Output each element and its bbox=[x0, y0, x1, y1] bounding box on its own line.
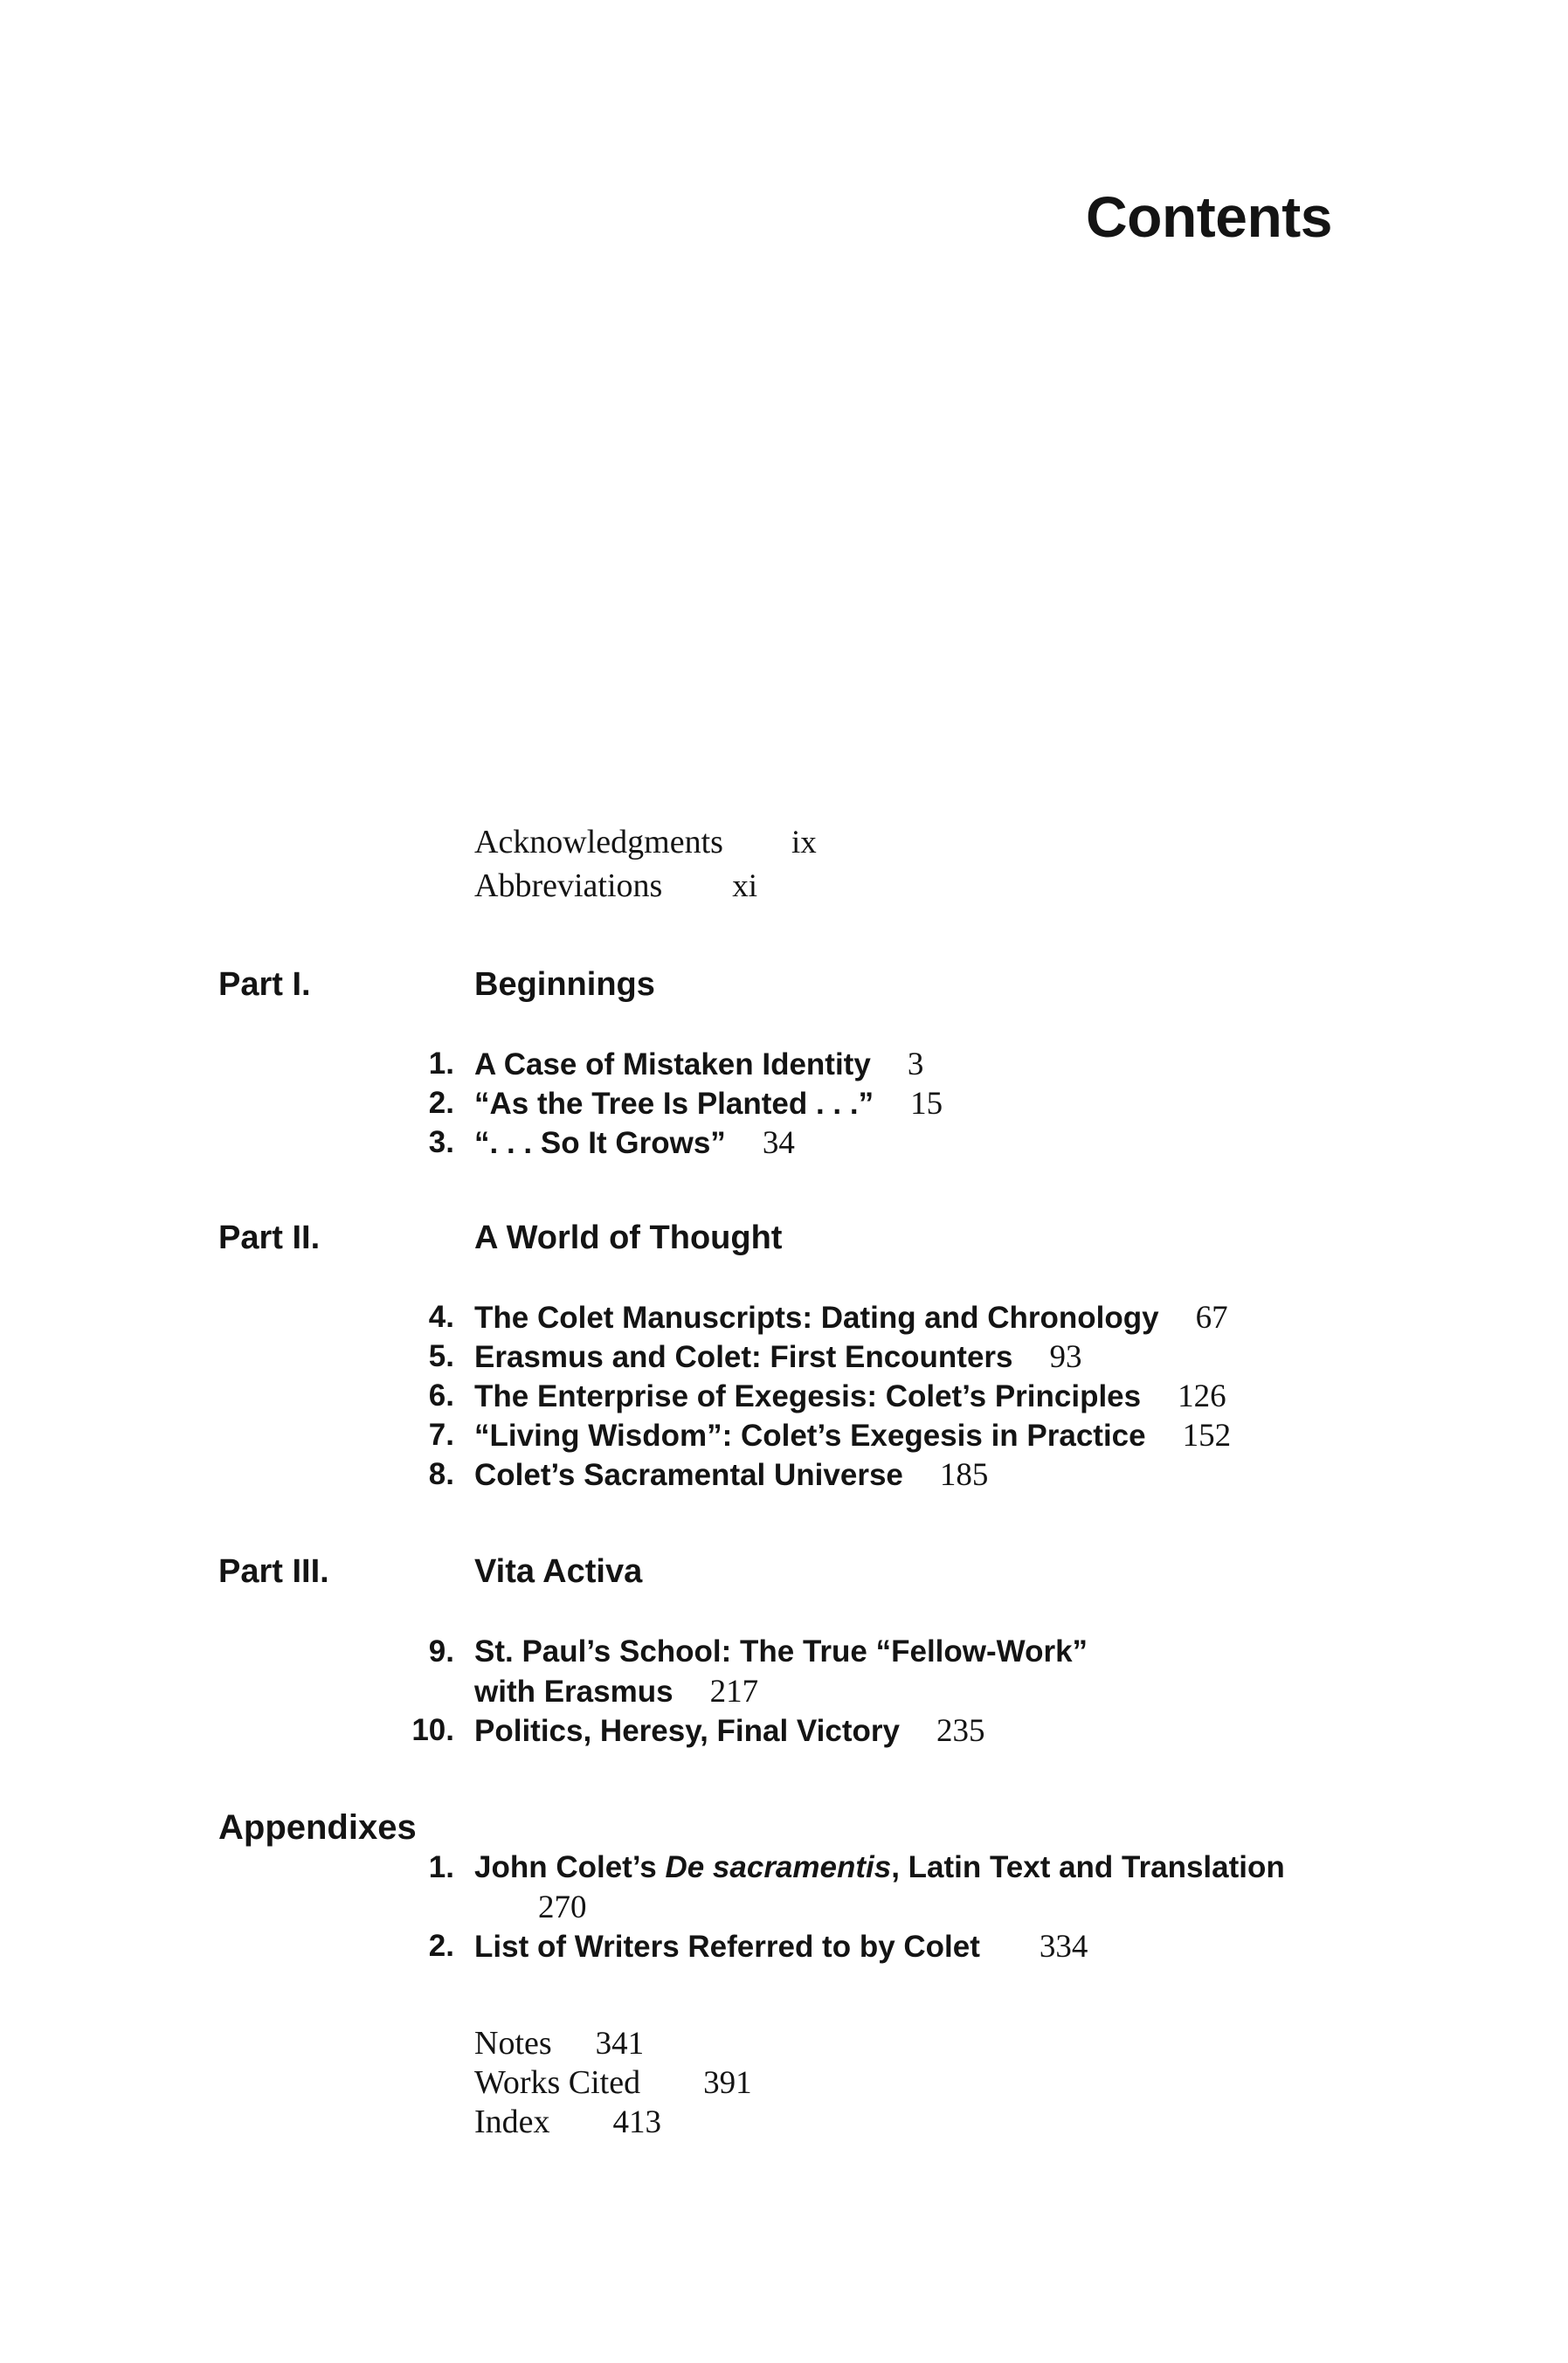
chapter-title: Erasmus and Colet: First Encounters bbox=[474, 1340, 1013, 1374]
entry-page: 67 bbox=[1195, 1300, 1228, 1336]
entry-page: 152 bbox=[1182, 1418, 1232, 1454]
chapter-number: 2. bbox=[428, 1086, 454, 1120]
toc-entry-index[interactable] bbox=[474, 2105, 661, 2138]
appendix-title-suffix: , Latin Text and Translation bbox=[891, 1850, 1285, 1884]
chapter-title-line2: with Erasmus bbox=[474, 1675, 673, 1709]
entry-page: 126 bbox=[1178, 1378, 1226, 1414]
entry-page: 185 bbox=[939, 1457, 989, 1493]
chapter-number: 7. bbox=[428, 1418, 454, 1452]
entry-page: 341 bbox=[595, 2026, 645, 2062]
part-title[interactable]: Vita Activa bbox=[474, 1553, 643, 1590]
chapter-title: “As the Tree Is Planted . . .” bbox=[474, 1087, 874, 1121]
toc-entry-chapter-1[interactable] bbox=[474, 1048, 923, 1081]
entry-label: Index bbox=[474, 2104, 550, 2140]
entry-page: 235 bbox=[936, 1713, 985, 1749]
chapter-number: 6. bbox=[428, 1378, 454, 1413]
toc-entry-chapter-2[interactable] bbox=[474, 1088, 943, 1120]
toc-entry-chapter-4[interactable] bbox=[474, 1302, 1228, 1334]
entry-page: 93 bbox=[1049, 1339, 1082, 1375]
chapter-number: 3. bbox=[428, 1125, 454, 1159]
entry-label: Abbreviations bbox=[474, 867, 663, 904]
part-label: Part I. bbox=[218, 966, 311, 1003]
chapter-title: Colet’s Sacramental Universe bbox=[474, 1458, 903, 1492]
appendix-title: List of Writers Referred to by Colet bbox=[474, 1930, 980, 1964]
chapter-title-line1: St. Paul’s School: The True “Fellow-Work” bbox=[474, 1634, 1088, 1669]
entry-label: Acknowledgments bbox=[474, 824, 723, 860]
part-label: Part II. bbox=[218, 1220, 321, 1256]
toc-entry-chapter-5[interactable] bbox=[474, 1341, 1082, 1373]
chapter-number: 8. bbox=[428, 1457, 454, 1491]
entry-page: 3 bbox=[907, 1047, 924, 1082]
chapter-number: 9. bbox=[428, 1634, 454, 1669]
appendix-title-prefix: John Colet’s bbox=[474, 1850, 666, 1884]
entry-page: 34 bbox=[762, 1125, 795, 1161]
entry-page: xi bbox=[732, 868, 758, 904]
chapter-title: “Living Wisdom”: Colet’s Exegesis in Practice bbox=[474, 1419, 1146, 1453]
toc-entry-chapter-9-continued[interactable] bbox=[474, 1676, 758, 1708]
appendixes-heading: Appendixes bbox=[218, 1808, 417, 1847]
appendix-number: 1. bbox=[428, 1850, 454, 1884]
chapter-number: 4. bbox=[428, 1300, 454, 1334]
entry-page: 391 bbox=[703, 2065, 752, 2101]
chapter-title: The Enterprise of Exegesis: Colet’s Principles bbox=[474, 1379, 1142, 1413]
chapter-number: 5. bbox=[428, 1339, 454, 1373]
entry-page: 413 bbox=[612, 2104, 662, 2140]
chapter-title: A Case of Mistaken Identity bbox=[474, 1047, 871, 1081]
part-title[interactable]: A World of Thought bbox=[474, 1220, 783, 1256]
toc-entry-chapter-6[interactable] bbox=[474, 1380, 1226, 1413]
appendix-title-italic: De sacramentis bbox=[665, 1850, 892, 1884]
entry-label: Works Cited bbox=[474, 2064, 641, 2101]
entry-page: 15 bbox=[910, 1086, 943, 1122]
chapter-number: 10. bbox=[411, 1713, 454, 1747]
entry-page: ix bbox=[791, 825, 817, 860]
toc-entry-appendix-1[interactable] bbox=[474, 1852, 1285, 1883]
toc-entry-notes[interactable] bbox=[474, 2027, 644, 2060]
toc-entry-chapter-7[interactable] bbox=[474, 1420, 1231, 1452]
toc-entry-chapter-3[interactable] bbox=[474, 1127, 795, 1159]
entry-page: 334 bbox=[1039, 1929, 1088, 1965]
entry-page: 217 bbox=[709, 1674, 759, 1710]
chapter-title: “. . . So It Grows” bbox=[474, 1126, 726, 1160]
part-label: Part III. bbox=[218, 1553, 329, 1590]
part-title[interactable]: Beginnings bbox=[474, 966, 655, 1003]
toc-entry-chapter-10[interactable] bbox=[474, 1715, 984, 1747]
toc-entry-abbreviations[interactable] bbox=[474, 869, 757, 902]
toc-entry-appendix-2[interactable] bbox=[474, 1931, 1088, 1963]
entry-label: Notes bbox=[474, 2025, 552, 2062]
appendix-number: 2. bbox=[428, 1929, 454, 1963]
toc-entry-chapter-9[interactable] bbox=[474, 1636, 1088, 1667]
appendix-1-page: 270 bbox=[538, 1890, 587, 1925]
toc-entry-works-cited[interactable] bbox=[474, 2066, 752, 2099]
chapter-title: Politics, Heresy, Final Victory bbox=[474, 1714, 900, 1748]
chapter-title: The Colet Manuscripts: Dating and Chronology bbox=[474, 1301, 1159, 1335]
chapter-number: 1. bbox=[428, 1047, 454, 1081]
page-title: Contents bbox=[1086, 184, 1332, 249]
toc-entry-acknowledgments[interactable] bbox=[474, 826, 817, 859]
toc-entry-chapter-8[interactable] bbox=[474, 1459, 988, 1491]
